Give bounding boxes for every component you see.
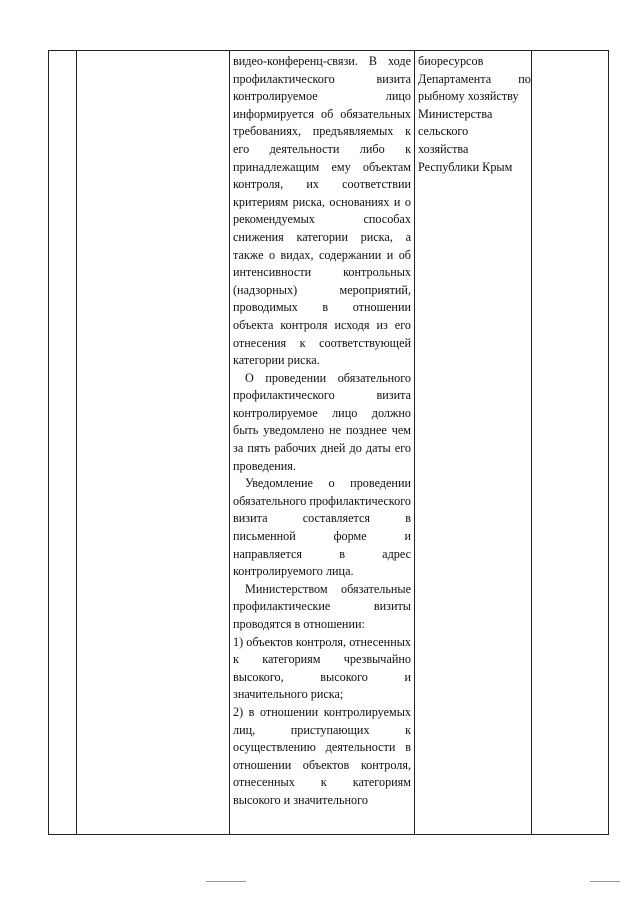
column-divider [531, 51, 532, 834]
responsible-line: Департамента по [418, 71, 531, 86]
footer-mark [206, 881, 246, 882]
responsible-line: биоресурсов [418, 54, 484, 68]
measure-description-cell [229, 51, 414, 834]
responsible-body-cell [414, 51, 531, 834]
list-item: 1) объектов контроля, отнесенных к категориям чрезвычайно высокого, высокого и значительного риска; [233, 634, 411, 702]
responsible-line: Республики Крым [418, 159, 513, 174]
paragraph: Министерством обязательные профилактические визиты проводятся в отношении: [233, 581, 411, 631]
paragraph: видео-конференц-связи. В ходе профилактического визита контролируемое лицо информируется об обязательных требованиях, предъявляемых к его деятельности либо к принадлежащим ему объектам контроля, их соответствии критериям риска, основаниях и о рекомендуемых способах снижения категории риска, а также о видах, содержании и об интенсивности контрольных (надзорных) мероприятий, проводимых в отношении объекта контроля исходя из его отнесения к соответствующей категории риска. [233, 54, 411, 368]
responsible-line: сельского [418, 124, 469, 139]
responsible-line: хозяйства [418, 141, 469, 156]
paragraph: Уведомление о проведении обязательного профилактического визита составляется в письменной форме и направляется в адрес контролируемого лица. [233, 476, 411, 579]
paragraph: О проведении обязательного профилактического визита контролируемое лицо должно быть уведомлено не позднее чем за пять рабочих дней до даты его проведения. [233, 370, 411, 473]
responsible-line: Министерства [418, 106, 493, 121]
responsible-line: рыбному хозяйству [418, 89, 519, 104]
list-item: 2) в отношении контролируемых лиц, приступающих к осуществлению деятельности в отношении объектов контроля, отнесенных к категориям высокого и значительного [233, 704, 411, 807]
table-frame [48, 50, 609, 835]
column-divider [76, 51, 77, 834]
footer-mark [590, 881, 620, 882]
